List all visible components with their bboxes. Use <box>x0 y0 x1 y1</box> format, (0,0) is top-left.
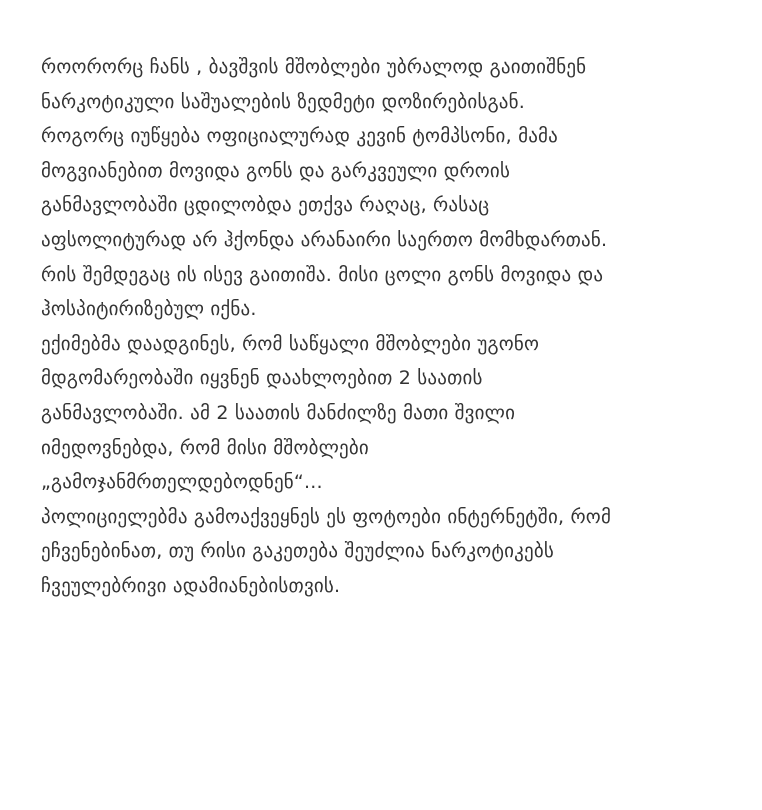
text-line: როგორც იუწყება ოფიციალურად კევინ ტომპსონი, მამა <box>41 125 559 148</box>
text-line: მდგომარეობაში იყვნენ დაახლოებით 2 საათის <box>41 367 483 390</box>
text-line: „გამოჯანმრთელდებოდნენ“... <box>41 471 323 494</box>
text-line: ჰოსპიტირიზებულ იქნა. <box>41 298 257 321</box>
text-line: პოლიციელებმა გამოაქვეყნეს ეს ფოტოები ინტერნეტში, რომ <box>41 505 612 528</box>
text-line: განმავლობაში. ამ 2 საათის მანძილზე მათი შვილი <box>41 401 516 424</box>
text-line: ექიმებმა დაადგინეს, რომ საწყალი მშობლები უგონო <box>41 332 540 355</box>
text-line: განმავლობაში ცდილობდა ეთქვა რაღაც, რასაც <box>41 194 490 217</box>
text-line: მოგვიანებით მოვიდა გონს და გარკვეული დროის <box>41 159 511 182</box>
text-line: იმედოვნებდა, რომ მისი მშობლები <box>41 436 369 459</box>
text-line: როორორც ჩანს , ბავშვის მშობლები უბრალოდ გაითიშნენ <box>41 56 587 78</box>
article-text <box>41 50 731 604</box>
text-line: ჩვეულებრივი ადამიანებისთვის. <box>41 574 341 597</box>
text-line: რის შემდეგაც ის ისევ გაითიშა. მისი ცოლი გონს მოვიდა და <box>41 263 604 286</box>
text-line: ნარკოტიკული საშუალების ზედმეტი დოზირებისგან. <box>41 90 526 113</box>
text-line: ეჩვენებინათ, თუ რისი გაკეთება შეუძლია ნარკოტიკებს <box>41 540 555 563</box>
text-line: აფსოლიტურად არ ჰქონდა არანაირი საერთო მომხდართან. <box>41 228 608 251</box>
